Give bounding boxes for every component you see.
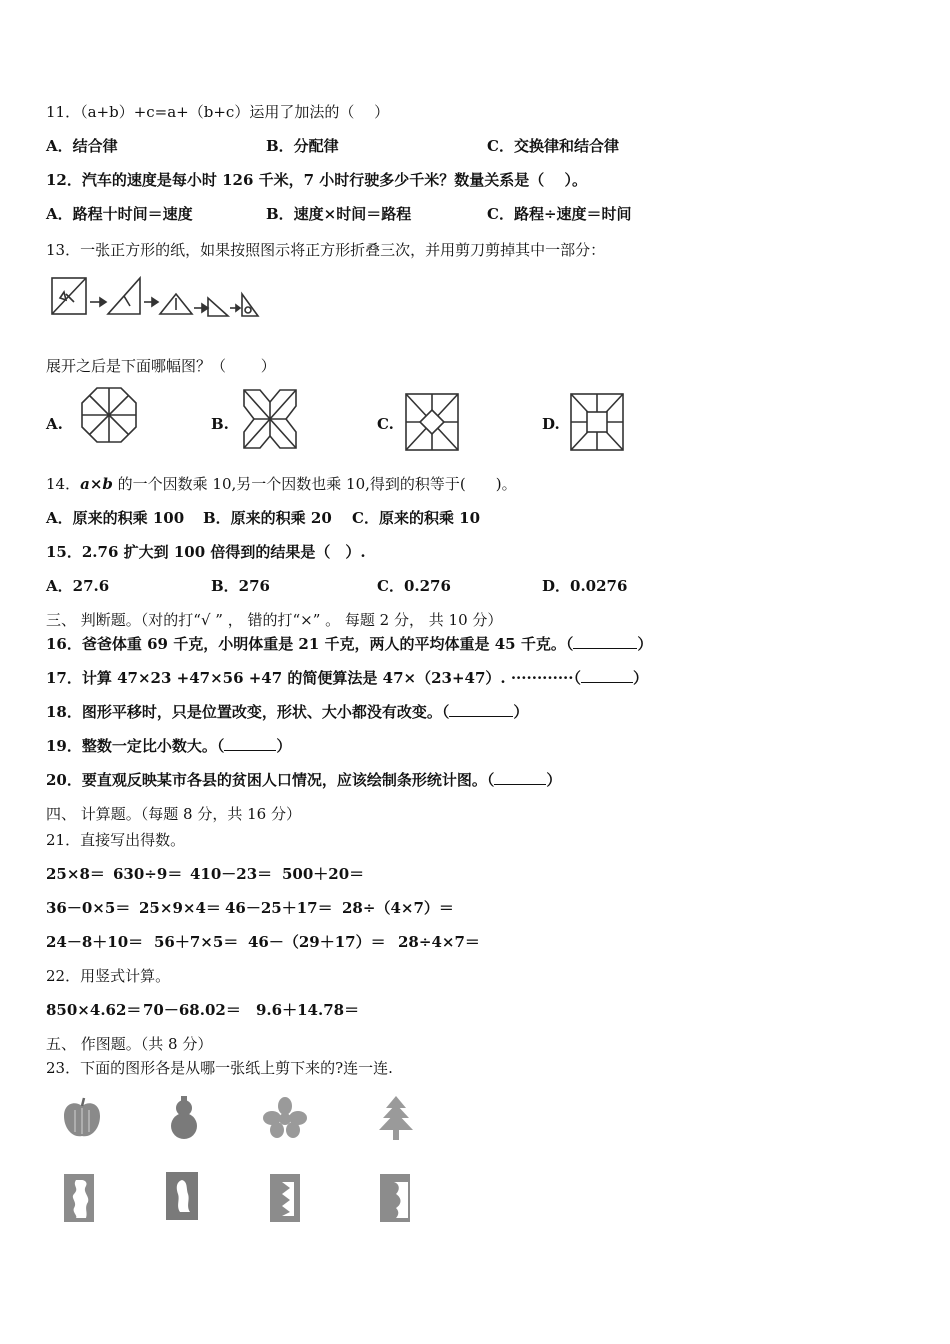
gourd-shape-icon[interactable]	[164, 1094, 204, 1142]
q15-option-d[interactable]: D．0.0276	[542, 577, 628, 595]
paper-sheet-2-icon[interactable]	[164, 1170, 200, 1222]
q13-option-d-label[interactable]: D.	[542, 415, 560, 433]
q23-stem: 23．下面的图形各是从哪一张纸上剪下来的?连一连.	[46, 1059, 393, 1077]
q13-option-d-figure[interactable]	[569, 392, 625, 452]
q14-stem-rest: 的一个因数乘 10,另一个因数也乘 10,得到的积等于( )。	[112, 475, 517, 493]
q18-text: 18．图形平移时，只是位置改变，形状、大小都没有改变。（	[46, 703, 450, 721]
q16-answer-blank[interactable]	[573, 634, 637, 649]
q22-expr: 9.6＋14.78＝	[256, 1001, 360, 1019]
q17	[46, 668, 648, 688]
q19-text: 19．整数一定比小数大。（	[46, 737, 225, 755]
q13-stem: 13．一张正方形的纸，如果按照图示将正方形折叠三次，并用剪刀剪掉其中一部分：	[46, 241, 606, 259]
q22-stem: 22．用竖式计算。	[46, 967, 171, 985]
paper-sheet-1-icon[interactable]	[62, 1172, 96, 1224]
q13-option-c-figure[interactable]	[404, 392, 460, 452]
q21-expr: 24－8＋10＝	[46, 933, 144, 951]
q11-stem: 11．（a+b）+c=a+（b+c）运用了加法的（ ）	[46, 103, 390, 121]
q21-expr: 56＋7×5＝	[154, 933, 239, 951]
q17-answer-blank[interactable]	[581, 668, 633, 683]
q20-close: ）	[546, 771, 562, 789]
q13-option-c-label[interactable]: C.	[377, 415, 394, 433]
paper-sheet-3-icon[interactable]	[268, 1172, 302, 1224]
q12-option-a[interactable]: A．路程十时间＝速度	[46, 205, 193, 223]
q14-expression: a×b	[80, 475, 113, 493]
q14-number: 14．	[46, 475, 81, 493]
q20-text: 20．要直观反映某市各县的贫困人口情况，应该绘制条形统计图。（	[46, 771, 495, 789]
q12-option-b[interactable]: B．速度×时间＝路程	[266, 205, 412, 223]
q11-option-a[interactable]: A．结合律	[46, 137, 118, 155]
q21-expr: 25×8＝	[46, 865, 105, 883]
q21-expr: 500＋20＝	[282, 865, 365, 883]
q13-prompt: 展开之后是下面哪幅图？（ ）	[46, 357, 276, 375]
flower-shape-icon[interactable]	[262, 1096, 308, 1140]
folding-sequence-figure	[48, 272, 260, 322]
q14-option-b[interactable]: B．原来的积乘 20	[203, 509, 332, 527]
q14-option-a[interactable]: A．原来的积乘 100	[46, 509, 185, 527]
q12-stem: 12．汽车的速度是每小时 126 千米，7 小时行驶多少千米？数量关系是（ ）。	[46, 171, 588, 189]
q19	[46, 736, 291, 756]
q21-expr: 46－25＋17＝	[225, 899, 333, 917]
q20	[46, 770, 561, 790]
q18-answer-blank[interactable]	[449, 702, 513, 717]
section4-heading: 四、 计算题。（每题 8 分，共 16 分）	[46, 805, 301, 823]
section5-heading: 五、 作图题。（共 8 分）	[46, 1035, 213, 1053]
q15-option-b[interactable]: B．276	[211, 577, 270, 595]
q14-option-c[interactable]: C．原来的积乘 10	[352, 509, 481, 527]
q16-close: ）	[637, 635, 653, 653]
q20-answer-blank[interactable]	[494, 770, 546, 785]
q22-expr: 850×4.62＝	[46, 1001, 142, 1019]
q21-stem: 21．直接写出得数。	[46, 831, 186, 849]
q11-option-c[interactable]: C．交换律和结合律	[487, 137, 619, 155]
q15-option-a[interactable]: A．27.6	[46, 577, 110, 595]
q13-option-a-label[interactable]: A.	[46, 415, 63, 433]
q18	[46, 702, 528, 722]
apple-shape-icon[interactable]	[60, 1096, 104, 1140]
q15-stem: 15．2.76 扩大到 100 倍得到的结果是（ ）.	[46, 543, 366, 561]
q21-expr: 410－23＝	[190, 865, 273, 883]
q16-text: 16．爸爸体重 69 千克，小明体重是 21 千克，两人的平均体重是 45 千克。（	[46, 635, 574, 653]
q21-expr: 28÷4×7＝	[398, 933, 480, 951]
q15-option-c[interactable]: C．0.276	[377, 577, 451, 595]
q17-close: ）	[633, 669, 649, 687]
q21-expr: 28÷（4×7）＝	[342, 899, 454, 917]
q21-expr: 630÷9＝	[113, 865, 183, 883]
paper-sheet-4-icon[interactable]	[378, 1172, 412, 1224]
tree-shape-icon[interactable]	[376, 1094, 416, 1142]
q13-option-b-label[interactable]: B.	[211, 415, 229, 433]
section3-heading: 三、 判断题。（对的打“√ ” ， 错的打“×” 。 每题 2 分， 共 10 分）	[46, 611, 503, 629]
q21-expr: 46－（29＋17）＝	[248, 933, 386, 951]
q19-answer-blank[interactable]	[224, 736, 276, 751]
q17-text: 17．计算 47×23 +47×56 +47 的简便算法是 47×（23+47）. ············（	[46, 669, 581, 687]
q22-expr: 70－68.02＝	[143, 1001, 241, 1019]
q16	[46, 634, 652, 654]
q13-option-b-figure[interactable]	[242, 388, 298, 450]
q14-stem	[46, 474, 517, 494]
q12-option-c[interactable]: C．路程÷速度＝时间	[487, 205, 632, 223]
q13-option-a-figure[interactable]	[80, 386, 138, 444]
q21-expr: 25×9×4＝	[139, 899, 221, 917]
q11-option-b[interactable]: B．分配律	[266, 137, 339, 155]
q18-close: ）	[513, 703, 529, 721]
q19-close: ）	[276, 737, 292, 755]
q21-expr: 36－0×5＝	[46, 899, 131, 917]
